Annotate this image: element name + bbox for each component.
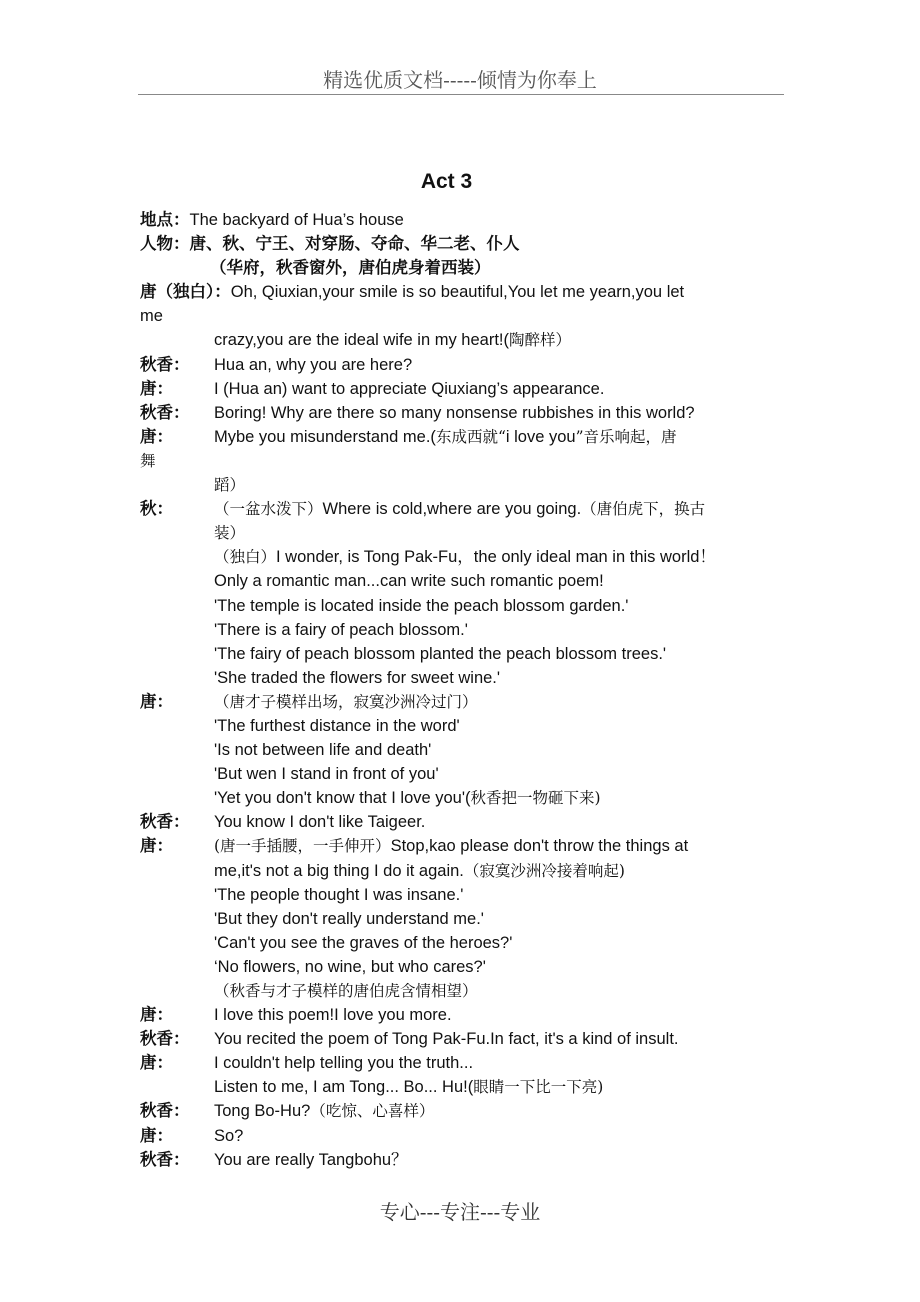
stage-direction: 东成西就“ — [435, 427, 506, 446]
place-label: 地点： — [140, 211, 190, 229]
dialogue-line — [140, 377, 780, 401]
poem-line: 'Can't you see the graves of the heroes?' — [214, 933, 513, 952]
dialogue-text: 'Yet you don't know that I love you'( — [214, 789, 471, 808]
stage-direction: ”音乐响起，唐 — [575, 427, 677, 446]
characters-label: 人物： — [140, 235, 190, 254]
dialogue-line — [140, 545, 780, 569]
speaker-label: 秋香： — [140, 1102, 190, 1121]
dialogue-text: Where is cold,where are you going. — [322, 500, 582, 519]
dialogue-text: Mybe you misunderstand me.( — [214, 427, 436, 446]
stage-direction: 秋香把一物砸下来) — [470, 789, 601, 808]
poem-line: 'The temple is located inside the peach blossom garden.' — [214, 596, 629, 615]
page-header: 精选优质文档-----倾情为你奉上 — [323, 68, 597, 92]
dialogue-line — [140, 353, 780, 377]
place-line — [140, 208, 780, 232]
dialogue-line — [140, 834, 780, 858]
dialogue-wrap: 舞 — [140, 451, 156, 470]
dialogue-text: You recited the poem of Tong Pak-Fu.In fact, it's a kind of insult. — [214, 1030, 679, 1049]
speaker-label: 唐： — [140, 837, 173, 856]
header-divider — [138, 94, 784, 95]
dialogue-line — [140, 690, 780, 714]
poem-line: 'Is not between life and death' — [214, 741, 432, 760]
dialogue-text: me,it's not a big thing I do it again. — [214, 861, 464, 880]
dialogue-line — [140, 1148, 780, 1172]
speaker-label: 秋香： — [140, 355, 190, 374]
stage-direction: （唐才子模样出场，寂寞沙洲冷过门） — [214, 692, 478, 711]
stage-direction: （寂寞沙洲冷接着响起) — [463, 861, 625, 880]
dialogue-text: Hua an, why you are here? — [214, 355, 413, 374]
speaker-label: 唐： — [140, 692, 173, 711]
stage-direction: 装） — [214, 524, 246, 543]
dialogue-text: You are really Tangbohu？ — [214, 1150, 408, 1169]
stage-direction: （吃惊、心喜样） — [310, 1102, 435, 1121]
dialogue-text: i love you — [505, 427, 576, 446]
dialogue-text: I wonder, is Tong Pak-Fu，the only ideal man in this world！ — [276, 548, 716, 567]
dialogue-text: I love this poem!I love you more. — [214, 1006, 452, 1025]
script-body — [140, 208, 780, 1172]
characters-value: 唐、秋、宁王、对穿肠、夺命、华二老、仆人 — [189, 235, 520, 254]
speaker-label: 唐（独白）： — [140, 283, 231, 302]
poem-line: 'The people thought I was insane.' — [214, 885, 464, 904]
dialogue-line — [140, 497, 780, 521]
speaker-label: 秋： — [140, 500, 173, 519]
dialogue-text: Oh, Qiuxian,your smile is so beautiful,You let me yearn,you let — [230, 283, 685, 302]
setting-line: （华府，秋香窗外，唐伯虎身着西装） — [210, 259, 491, 278]
dialogue-text: crazy,you are the ideal wife in my heart!( — [214, 331, 509, 350]
act-title: Act 3 — [420, 170, 473, 193]
dialogue-line — [140, 1075, 780, 1099]
place-value: The backyard of Hua’s house — [189, 211, 404, 229]
poem-line: 'But wen I stand in front of you' — [214, 765, 439, 784]
dialogue-line — [140, 328, 780, 352]
dialogue-text: Listen to me, I am Tong... Bo... Hu!( — [214, 1078, 474, 1097]
dialogue-text: Stop,kao please don't throw the things at — [390, 837, 689, 856]
speaker-label: 秋香： — [140, 1150, 190, 1169]
poem-line: 'The furthest distance in the word' — [214, 716, 460, 735]
speaker-label: 秋香： — [140, 813, 190, 832]
poem-line: ‘No flowers, no wine, but who cares?' — [214, 957, 486, 976]
stage-direction: （秋香与才子模样的唐伯虎含情相望） — [214, 982, 478, 1000]
dialogue-text: I (Hua an) want to appreciate Qiuxiang’s appearance. — [214, 379, 605, 398]
dialogue-wrap: me — [140, 307, 163, 326]
stage-direction: 陶醉样） — [509, 331, 572, 350]
dialogue-line — [140, 425, 780, 449]
speaker-label: 秋香： — [140, 1030, 190, 1049]
poem-line: 'But they don't really understand me.' — [214, 909, 484, 928]
dialogue-text: You know I don't like Taigeer. — [214, 813, 426, 832]
poem-line — [140, 786, 780, 810]
poem-line: 'She traded the flowers for sweet wine.' — [214, 668, 501, 687]
dialogue-text: So? — [214, 1126, 244, 1145]
speaker-label: 唐： — [140, 379, 173, 398]
stage-direction: (唐一手插腰，一手伸开） — [214, 837, 391, 856]
dialogue-line — [140, 1099, 780, 1123]
speaker-label: 唐： — [140, 1054, 173, 1073]
stage-direction: （一盆水泼下） — [214, 500, 323, 519]
stage-direction: （独白） — [214, 548, 277, 567]
stage-direction: （唐伯虎下，换古 — [581, 500, 706, 519]
poem-line: 'The fairy of peach blossom planted the peach blossom trees.' — [214, 644, 667, 663]
dialogue-text: I couldn't help telling you the truth... — [214, 1054, 474, 1073]
dialogue-line — [140, 401, 780, 425]
dialogue-line — [140, 859, 780, 883]
dialogue-line — [140, 1051, 780, 1075]
dialogue-line — [140, 810, 780, 834]
dialogue-text: Only a romantic man...can write such romantic poem! — [214, 572, 604, 591]
dialogue-text: Boring! Why are there so many nonsense rubbishes in this world? — [214, 403, 695, 422]
page-footer: 专心---专注---专业 — [379, 1200, 541, 1224]
speaker-label: 秋香： — [140, 403, 190, 422]
dialogue-line — [140, 1124, 780, 1148]
speaker-label: 唐： — [140, 427, 173, 446]
stage-direction: 蹈） — [214, 476, 246, 495]
dialogue-line — [140, 1027, 780, 1051]
speaker-label: 唐： — [140, 1006, 173, 1025]
speaker-label: 唐： — [140, 1126, 173, 1145]
dialogue-text: Tong Bo-Hu? — [214, 1102, 311, 1121]
dialogue-line — [140, 280, 780, 304]
characters-line — [140, 232, 780, 256]
dialogue-line — [140, 1003, 780, 1027]
poem-line: 'There is a fairy of peach blossom.' — [214, 620, 468, 639]
stage-direction: 眼睛一下比一下亮) — [473, 1078, 604, 1097]
